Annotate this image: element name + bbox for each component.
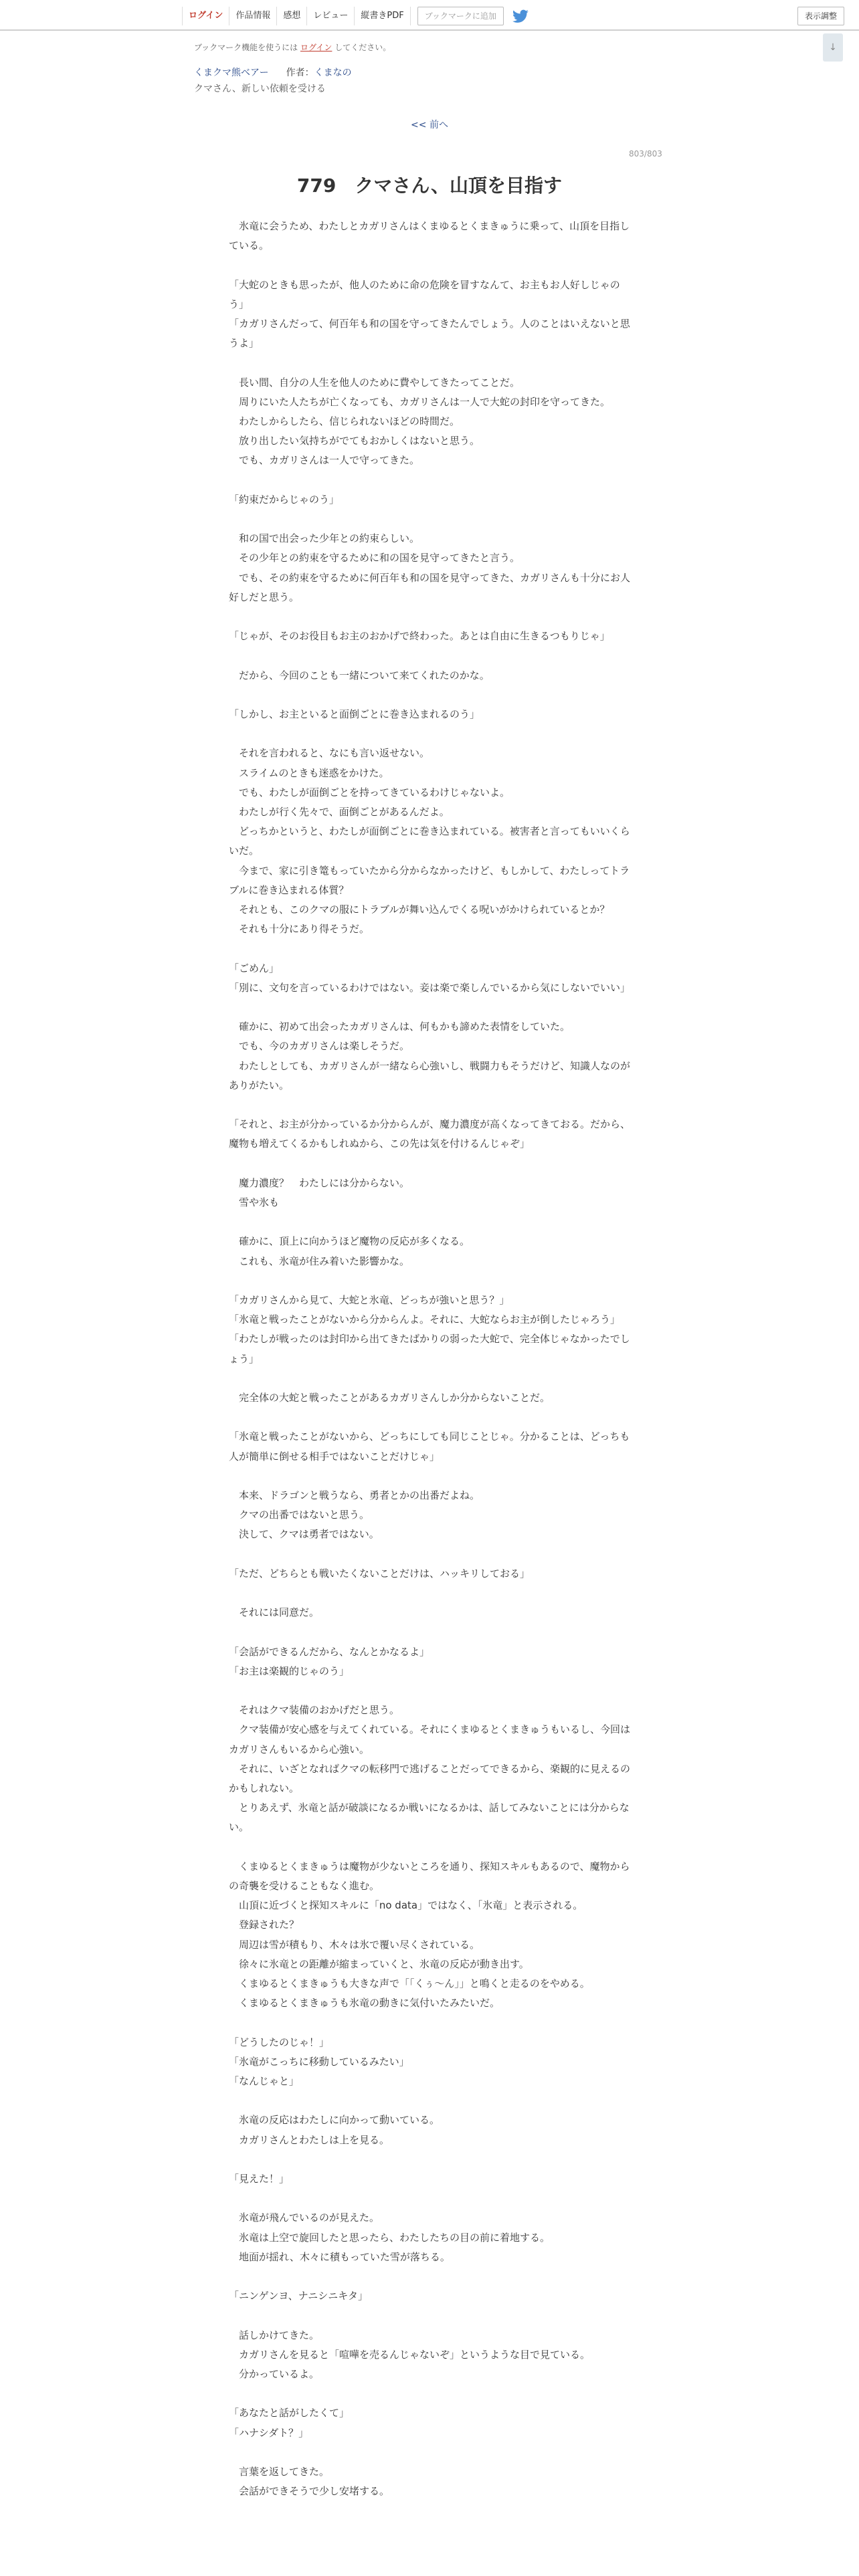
body-paragraph: 和の国で出会った少年との約束らしい。 bbox=[229, 532, 420, 545]
body-paragraph: 「別に、文句を言っているわけではない。妾は楽で楽しんでいるから気にしないでいい」 bbox=[229, 981, 631, 994]
body-paragraph bbox=[229, 939, 630, 958]
body-paragraph: クマ装備が安心感を与えてくれている。それにくまゆるとくまきゅうもいるし、今回はカガリさんもいるから心強い。 bbox=[229, 1723, 631, 1755]
top-bar bbox=[0, 0, 859, 31]
body-paragraph bbox=[229, 1545, 630, 1564]
body-paragraph: 「約束だからじゃのう」 bbox=[229, 493, 340, 506]
body-paragraph: 氷竜の反応はわたしに向かって動いている。 bbox=[229, 2114, 440, 2127]
body-paragraph bbox=[229, 1212, 630, 1232]
body-paragraph bbox=[229, 1681, 630, 1701]
top-nav bbox=[182, 7, 529, 27]
body-paragraph: 分かっているよ。 bbox=[229, 2367, 320, 2380]
nav-vertical-pdf[interactable]: 縦書きPDF bbox=[355, 7, 410, 25]
body-paragraph: 「お主は楽観的じゃのう」 bbox=[229, 1665, 350, 1677]
body-paragraph: クマの出番ではないと思う。 bbox=[229, 1509, 370, 1521]
body-paragraph: それも十分にあり得そうだ。 bbox=[229, 923, 370, 936]
body-paragraph: だから、今回のことも一緒について来てくれたのかな。 bbox=[229, 669, 490, 681]
body-paragraph bbox=[229, 1369, 630, 1388]
author-label: 作者： bbox=[286, 68, 314, 78]
body-paragraph: でも、カガリさんは一人で守ってきた。 bbox=[229, 454, 420, 467]
body-paragraph: でも、その約束を守るために何百年も和の国を見守ってきた、カガリさんも十分にお人好しだと思う。 bbox=[229, 571, 631, 603]
body-paragraph bbox=[229, 2013, 630, 2032]
body-paragraph: 長い間、自分の人生を他人のために費やしてきたってことだ。 bbox=[229, 376, 520, 389]
body-paragraph: カガリさんとわたしは上を見る。 bbox=[229, 2133, 390, 2146]
body-paragraph: 「ハナシダト？」 bbox=[229, 2426, 309, 2439]
body-paragraph: 完全体の大蛇と戦ったことがあるカガリさんしか分からないことだ。 bbox=[229, 1391, 551, 1404]
body-paragraph: 「どうしたのじゃ！」 bbox=[229, 2036, 330, 2048]
nav-login[interactable]: ログイン bbox=[182, 7, 229, 25]
body-paragraph: 雪や氷も bbox=[229, 1196, 280, 1208]
body-paragraph: 「それと、お主が分かっているか分からんが、魔力濃度が高くなってきておる。だから、魔物も増えてくるかもしれぬから、この先は気を付けるんじゃぞ」 bbox=[229, 1118, 631, 1150]
body-paragraph: でも、わたしが面倒ごとを持ってきているわけじゃないよ。 bbox=[229, 786, 510, 798]
body-paragraph: カガリさんを見ると「喧嘩を売るんじゃないぞ」というような目で見ている。 bbox=[229, 2348, 591, 2361]
body-paragraph: 「わたしが戦ったのは封印から出てきたばかりの弱った大蛇で、完全体じゃなかったでしょう」 bbox=[229, 1333, 630, 1365]
body-paragraph bbox=[229, 2189, 630, 2208]
body-paragraph: くまゆるとくまきゅうも大きな声で「「くぅ～ん」」と鳴くと走るのをやめる。 bbox=[229, 1977, 590, 1990]
scroll-down-button[interactable]: ↓ bbox=[823, 33, 843, 62]
prev-chapter-link[interactable]: << 前へ bbox=[411, 120, 448, 130]
body-paragraph: 「氷竜と戦ったことがないから分からんよ。それに、大蛇ならお主が倒したじゃろう」 bbox=[229, 1313, 621, 1326]
body-paragraph: 「あなたと話がしたくて」 bbox=[229, 2407, 350, 2420]
body-paragraph: 「会話ができるんだから、なんとかなるよ」 bbox=[229, 1645, 430, 1658]
body-paragraph: 登録された？ bbox=[229, 1919, 300, 1931]
body-paragraph: くまゆるとくまきゅうも氷竜の動きに気付いたみたいだ。 bbox=[229, 1997, 500, 2010]
body-paragraph: わたしとしても、カガリさんが一緒なら心強いし、戦闘力もそうだけど、知識人なのがありがたい。 bbox=[229, 1059, 631, 1091]
body-paragraph: 放り出したい気持ちがでてもおかしくはないと思う。 bbox=[229, 435, 480, 447]
body-paragraph bbox=[229, 2384, 630, 2403]
body-paragraph bbox=[229, 1467, 630, 1486]
body-paragraph: 徐々に氷竜との距離が縮まっていくと、氷竜の反応が動き出す。 bbox=[229, 1957, 529, 1970]
twitter-bird-icon[interactable] bbox=[512, 8, 529, 25]
body-paragraph: 「ニンゲンヨ、ナニシニキタ」 bbox=[229, 2290, 369, 2302]
body-paragraph bbox=[229, 2150, 630, 2169]
body-paragraph: 周りにいた人たちが亡くなっても、カガリさんは一人で大蛇の封印を守ってきた。 bbox=[229, 395, 611, 408]
body-paragraph: くまゆるとくまきゅうは魔物が少ないところを通り、探知スキルもあるので、魔物からの奇襲を受けることもなく進む。 bbox=[229, 1860, 630, 1892]
body-paragraph bbox=[229, 2306, 630, 2325]
body-paragraph: わたしからしたら、信じられないほどの時間だ。 bbox=[229, 415, 460, 427]
body-paragraph bbox=[229, 646, 630, 665]
body-paragraph: 「見えた！」 bbox=[229, 2172, 290, 2185]
body-paragraph: 決して、クマは勇者ではない。 bbox=[229, 1528, 379, 1541]
body-paragraph: 「ごめん」 bbox=[229, 962, 280, 974]
body-paragraph: 話しかけてきた。 bbox=[229, 2329, 320, 2341]
page-counter: 803/803 bbox=[629, 149, 662, 158]
body-paragraph bbox=[229, 685, 630, 705]
body-paragraph bbox=[229, 1408, 630, 1427]
body-paragraph: 確かに、初めて出会ったカガリさんは、何もかも諦めた表情をしていた。 bbox=[229, 1021, 571, 1033]
body-paragraph: その少年との約束を守るために和の国を見守ってきたと言う。 bbox=[229, 552, 520, 564]
body-paragraph: 「なんじゃと」 bbox=[229, 2074, 300, 2087]
body-paragraph: 地面が揺れ、木々に積もっていた雪が落ちる。 bbox=[229, 2250, 450, 2263]
body-paragraph: 「氷竜と戦ったことがないから、どっちにしても同じことじゃ。分かることは、どっちも人が簡単に倒せる相手ではないことだけじゃ」 bbox=[229, 1430, 630, 1463]
add-bookmark-button[interactable]: ブックマークに追加 bbox=[417, 7, 504, 25]
body-paragraph bbox=[229, 471, 630, 490]
body-paragraph: 「カガリさんから見て、大蛇と氷竜、どっちが強いと思う？」 bbox=[229, 1293, 510, 1306]
body-paragraph: 言葉を返してきた。 bbox=[229, 2465, 330, 2478]
body-paragraph bbox=[229, 255, 630, 275]
body-paragraph: 「カガリさんだって、何百年も和の国を守ってきたんでしょう。人のことはいえないと思うよ」 bbox=[229, 318, 630, 350]
body-paragraph bbox=[229, 998, 630, 1017]
body-paragraph bbox=[229, 510, 630, 529]
bookmark-notice bbox=[194, 41, 391, 53]
body-paragraph: 確かに、頂上に向かうほど魔物の反応が多くなる。 bbox=[229, 1235, 470, 1248]
body-paragraph: 会話ができそうで少し安堵する。 bbox=[229, 2485, 390, 2498]
body-paragraph: どっちかというと、わたしが面倒ごとに巻き込まれている。被害者と言ってもいいくらいだ。 bbox=[229, 825, 630, 857]
bookmark-notice-text: ブックマーク機能を使うには bbox=[194, 43, 300, 52]
body-paragraph bbox=[229, 1154, 630, 1174]
series-title-link[interactable]: くまクマ熊ベアー bbox=[194, 68, 269, 78]
body-paragraph: それに、いざとなればクマの転移門で逃げることだってできるから、楽観的に見えるのかもしれない。 bbox=[229, 1762, 631, 1794]
body-paragraph bbox=[229, 353, 630, 372]
body-paragraph: 氷竜は上空で旋回したと思ったら、わたしたちの目の前に着地する。 bbox=[229, 2231, 551, 2244]
body-paragraph bbox=[229, 1271, 630, 1291]
series-info bbox=[194, 66, 352, 79]
body-paragraph: それはクマ装備のおかげだと思う。 bbox=[229, 1704, 400, 1717]
body-paragraph bbox=[229, 2443, 630, 2462]
body-paragraph: 「大蛇のときも思ったが、他人のために命の危険を冒すなんて、お主もお人好しじゃのう」 bbox=[229, 278, 620, 310]
body-paragraph: スライムのときも迷惑をかけた。 bbox=[229, 766, 389, 779]
body-paragraph: 魔力濃度？ わたしには分からない。 bbox=[229, 1176, 410, 1189]
body-paragraph bbox=[229, 1622, 630, 1642]
chapter-title: 779 クマさん、山頂を目指す bbox=[296, 175, 563, 197]
bookmark-login-link[interactable]: ログイン bbox=[300, 43, 332, 52]
body-paragraph: でも、今のカガリさんは楽しそうだ。 bbox=[229, 1040, 410, 1053]
body-paragraph: それには同意だ。 bbox=[229, 1606, 320, 1619]
body-paragraph: 氷竜が飛んでいるのが見えた。 bbox=[229, 2212, 380, 2224]
body-paragraph: 山頂に近づくと探知スキルに「no data」ではなく、「氷竜」と表示される。 bbox=[229, 1899, 583, 1912]
body-paragraph: 「氷竜がこっちに移動しているみたい」 bbox=[229, 2055, 409, 2068]
body-paragraph: 今まで、家に引き篭もっていたから分からなかったけど、もしかして、わたしってトラブルに巻き込まれる体質？ bbox=[229, 864, 630, 896]
author-link[interactable]: くまなの bbox=[314, 68, 352, 78]
nav-work-info[interactable]: 作品情報 bbox=[229, 7, 277, 25]
nav-impressions[interactable]: 感想 bbox=[277, 7, 307, 25]
body-paragraph: 周辺は雪が積もり、木々は氷で覆い尽くされている。 bbox=[229, 1938, 480, 1951]
chapter-body bbox=[229, 217, 630, 2501]
body-paragraph: それを言われると、なにも言い返せない。 bbox=[229, 747, 430, 760]
bookmark-notice-suffix: してください。 bbox=[332, 43, 391, 52]
body-paragraph: それとも、このクマの服にトラブルが舞い込んでくる呪いがかけられているとか？ bbox=[229, 903, 610, 916]
body-paragraph bbox=[229, 1095, 630, 1115]
body-paragraph: 氷竜に会うため、わたしとカガリさんはくまゆるとくまきゅうに乗って、山頂を目指している。 bbox=[229, 220, 630, 252]
nav-review[interactable]: レビュー bbox=[307, 7, 355, 25]
body-paragraph: 「じゃが、そのお役目もお主のおかげで終わった。あとは自由に生きるつもりじゃ」 bbox=[229, 630, 610, 643]
body-paragraph bbox=[229, 724, 630, 744]
body-paragraph: 「しかし、お主といると面倒ごとに巻き込まれるのう」 bbox=[229, 708, 480, 720]
display-settings-button[interactable]: 表示調整 bbox=[797, 7, 844, 25]
body-paragraph: 「ただ、どちらとも戦いたくないことだけは、ハッキリしておる」 bbox=[229, 1567, 531, 1580]
body-paragraph bbox=[229, 1838, 630, 1857]
body-paragraph: わたしが行く先々で、面倒ごとがあるんだよ。 bbox=[229, 805, 450, 818]
body-paragraph bbox=[229, 2267, 630, 2286]
body-paragraph: とりあえず、氷竜と話が破談になるか戦いになるかは、話してみないことには分からない。 bbox=[229, 1802, 630, 1834]
body-paragraph bbox=[229, 1584, 630, 1603]
body-paragraph bbox=[229, 607, 630, 627]
body-paragraph: 本来、ドラゴンと戦うなら、勇者とかの出番だよね。 bbox=[229, 1489, 480, 1501]
body-paragraph bbox=[229, 2091, 630, 2111]
novel-title-link[interactable]: クマさん、新しい依頼を受ける bbox=[194, 84, 326, 94]
body-paragraph: これも、氷竜が住み着いた影響かな。 bbox=[229, 1255, 410, 1267]
